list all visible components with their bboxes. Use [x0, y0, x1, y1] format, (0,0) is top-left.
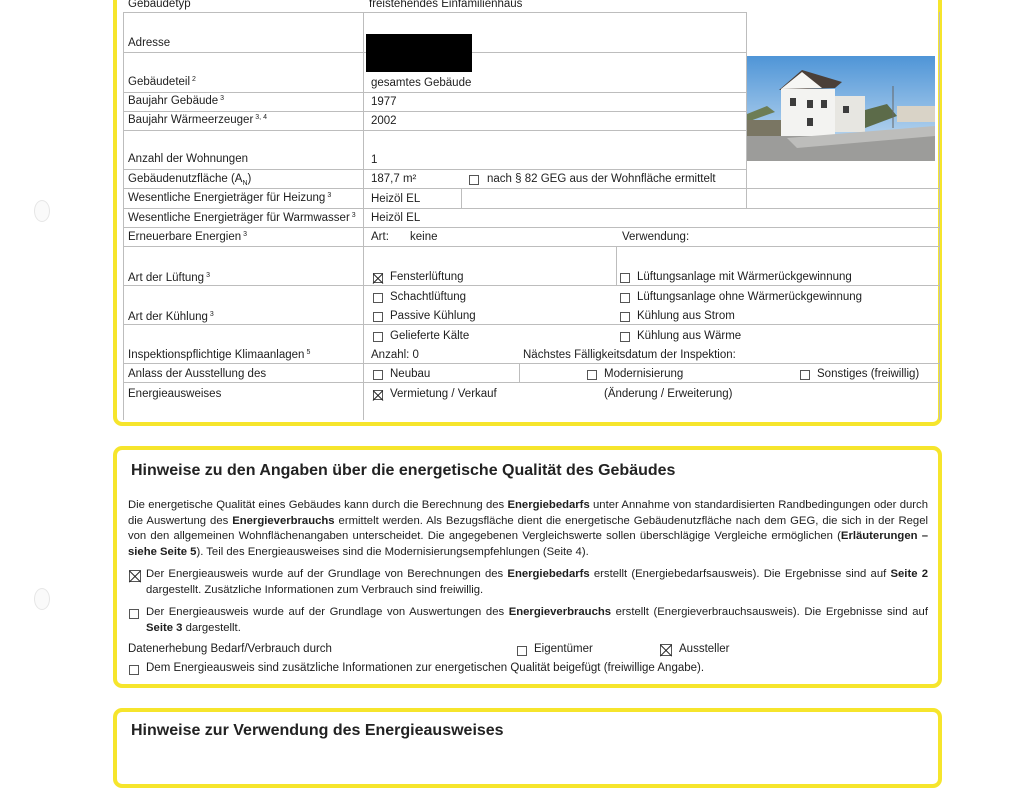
checkbox-passive-kuehlung[interactable] — [373, 312, 383, 322]
punch-hole-mark — [34, 200, 50, 222]
building-photo — [747, 56, 935, 161]
checkbox-schachtlueftung[interactable] — [373, 293, 383, 303]
label-aussteller: Aussteller — [679, 643, 730, 655]
bedarf-paragraph: Der Energieausweis wurde auf der Grundlage von Berechnungen des Energiebedarfs erstellt (Energiebedarfsausweis). Die Ergebnisse sind auf Seite 2 dargestellt. Zusätzliche Informationen zum Verbrauch sind freiwillig. — [146, 568, 928, 596]
section-title-hinweise-verwendung: Hinweise zur Verwendung des Energieausweises — [131, 722, 504, 739]
label-neubau: Neubau — [390, 368, 431, 380]
checkbox-lueftungsanlage-ohne-wrg[interactable] — [620, 293, 630, 303]
value-baujahr-gebaeude: 1977 — [371, 96, 397, 108]
label-baujahr-waermeerzeuger: Baujahr Wärmeerzeuger $^{3, 4}$ — [128, 114, 267, 126]
building-data-panel — [113, 0, 942, 426]
checkbox-fensterlueftung[interactable] — [373, 273, 383, 283]
value-gebaeudeteil: gesamtes Gebäude — [371, 77, 472, 89]
label-passive-kuehlung: Passive Kühlung — [390, 310, 476, 322]
label-gebaeudenutzflaeche: Gebäudenutzfläche $(A_N)$ — [128, 173, 252, 187]
label-art-der-lueftung: Art der Lüftung $^3$ — [128, 272, 210, 284]
checkbox-kuehlung-aus-strom[interactable] — [620, 312, 630, 322]
checkbox-aussteller[interactable] — [660, 644, 672, 656]
label-eigentuemer: Eigentümer — [534, 643, 593, 655]
value-baujahr-waermeerzeuger: 2002 — [371, 115, 397, 127]
label-energietraeger-heizung: Wesentliche Energieträger für Heizung $^3$ — [128, 192, 332, 204]
checkbox-wohnflaeche-ermittelt[interactable] — [469, 175, 479, 185]
checkbox-modernisierung[interactable] — [587, 370, 597, 380]
punch-hole-mark — [34, 588, 50, 610]
label-kuehlung-aus-strom: Kühlung aus Strom — [637, 310, 735, 322]
value-gebaeudenutzflaeche: 187,7 m² — [371, 173, 417, 185]
label-vermietung-verkauf: Vermietung / Verkauf — [390, 388, 497, 400]
label-gelieferte-kaelte: Gelieferte Kälte — [390, 330, 470, 342]
value-energietraeger-warmwasser: Heizöl EL — [371, 212, 421, 224]
checkbox-neubau[interactable] — [373, 370, 383, 380]
label-energietraeger-warmwasser: Wesentliche Energieträger für Warmwasser $^3$ — [128, 212, 356, 224]
label-aenderung-erweiterung: (Änderung / Erweiterung) — [604, 388, 733, 400]
label-kuehlung-aus-waerme: Kühlung aus Wärme — [637, 330, 742, 342]
value-klimaanlagen-anzahl: Anzahl: 0 — [371, 349, 419, 361]
label-art: Art: — [371, 231, 389, 243]
checkbox-eigentuemer[interactable] — [517, 646, 527, 656]
label-erneuerbare-energien: Erneuerbare Energien $^3$ — [128, 231, 248, 243]
label-lueftungsanlage-mit-wrg: Lüftungsanlage mit Wärmerückgewinnung — [637, 271, 852, 283]
checkbox-vermietung-verkauf[interactable] — [373, 390, 383, 400]
label-gebaeudeteil: Gebäudeteil $^2$ — [128, 76, 196, 88]
label-verwendung: Verwendung: — [622, 231, 690, 243]
label-anlass-line1: Anlass der Ausstellung des — [128, 368, 267, 380]
label-datenerhebung: Datenerhebung Bedarf/Verbrauch durch — [128, 643, 332, 655]
value-art: keine — [410, 231, 438, 243]
label-sonstiges: Sonstiges (freiwillig) — [817, 368, 920, 380]
label-anzahl-wohnungen: Anzahl der Wohnungen — [128, 153, 248, 165]
checkbox-energiebedarf[interactable] — [129, 570, 141, 582]
checkbox-sonstiges[interactable] — [800, 370, 810, 380]
label-art-der-kuehlung: Art der Kühlung $^3$ — [128, 311, 214, 323]
hinweise-qualitaet-panel — [113, 446, 942, 688]
intro-paragraph: Die energetische Qualität eines Gebäudes kann durch die Berechnung des Energiebedarfs unter Annahme von standardisierten Randbedingungen oder durch die Auswertung des Energieverbrauchs ermittelt werden. Als Bezugsfläche dient die energetische Gebäudenutzfläche nach dem GEG, die sich in der Regel von den allgemeinen Wohnflächenangaben unterscheidet. Die angegebenen Vergleichswerte sollen überschlägige Vergleiche ermöglichen (Erläuterungen – siehe Seite 5). Teil des Energieausweises sind die Modernisierungsempfehlungen (Seite 4). — [128, 499, 928, 558]
redacted-address — [366, 34, 472, 72]
label-gebaeudetyp: Gebäudetyp — [128, 0, 191, 10]
checkbox-gelieferte-kaelte[interactable] — [373, 332, 383, 342]
label-adresse: Adresse — [128, 37, 171, 49]
label-klimaanlagen: Inspektionspflichtige Klimaanlagen $^5$ — [128, 349, 311, 361]
value-energietraeger-heizung: Heizöl EL — [371, 193, 421, 205]
label-faelligkeitsdatum: Nächstes Fälligkeitsdatum der Inspektion: — [523, 349, 736, 361]
label-wohnflaeche-ermittelt: nach § 82 GEG aus der Wohnfläche ermittelt — [487, 173, 716, 185]
value-anzahl-wohnungen: 1 — [371, 154, 378, 166]
label-zusatzinformationen: Dem Energieausweis sind zusätzliche Informationen zur energetischen Qualität beigefügt (freiwillige Angabe). — [146, 662, 705, 674]
checkbox-zusatzinformationen[interactable] — [129, 665, 139, 675]
label-baujahr-gebaeude: Baujahr Gebäude $^3$ — [128, 95, 225, 107]
verbrauch-paragraph: Der Energieausweis wurde auf der Grundlage von Auswertungen des Energieverbrauchs erstellt (Energieverbrauchsausweis). Die Ergebnisse sind auf Seite 3 dargestellt. — [146, 606, 928, 634]
checkbox-lueftungsanlage-mit-wrg[interactable] — [620, 273, 630, 283]
label-modernisierung: Modernisierung — [604, 368, 684, 380]
value-gebaeudetyp: freistehendes Einfamilienhaus — [369, 0, 523, 10]
label-schachtlueftung: Schachtlüftung — [390, 291, 467, 303]
label-fensterlueftung: Fensterlüftung — [390, 271, 464, 283]
checkbox-kuehlung-aus-waerme[interactable] — [620, 332, 630, 342]
label-anlass-line2: Energieausweises — [128, 388, 222, 400]
section-title-hinweise-qualitaet: Hinweise zu den Angaben über die energetische Qualität des Gebäudes — [131, 462, 676, 479]
label-lueftungsanlage-ohne-wrg: Lüftungsanlage ohne Wärmerückgewinnung — [637, 291, 863, 303]
checkbox-energieverbrauch[interactable] — [129, 609, 139, 619]
hinweise-verwendung-panel — [113, 708, 942, 788]
